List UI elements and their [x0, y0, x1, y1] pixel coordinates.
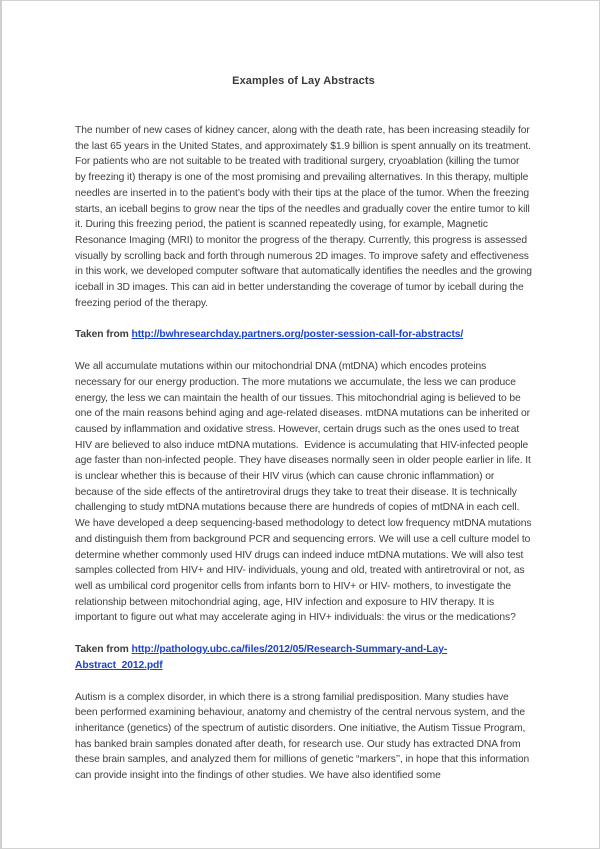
source-link-bwhresearchday[interactable]: http://bwhresearchday.partners.org/poster-session-call-for-abstracts/	[131, 329, 464, 341]
source-line-1	[75, 327, 532, 343]
taken-from-label-1: Taken from	[75, 329, 129, 341]
abstract-paragraph-kidney-cancer: The number of new cases of kidney cancer, along with the death rate, has been increasing steadily for the last 65 years in the United States, and approximately $1.9 billion is spent annually on its treatment. For patients who are not suitable to be treated with traditional surgery, cryoablation (killing the tumor by freezing it) therapy is one of the most promising and prevailing alternatives. In this therapy, multiple needles are inserted in to the patient’s body with their tips at the place of the tumor. When the freezing starts, an iceball begins to grow near the tips of the needles and gradually cover the entire tumor to kill it. During this freezing period, the patient is scanned repeatedly using, for example, Magnetic Resonance Imaging (MRI) to monitor the progress of the therapy. Currently, this progress is assessed visually by scrolling back and forth through numerous 2D images. To improve safety and effectiveness in this work, we developed computer software that automatically identifies the needles and the growing iceball in 3D images. This can aid in better understanding the coverage of tumor by iceball during the freezing period of the therapy.	[75, 125, 535, 309]
source-link-pathology-ubc[interactable]: http://pathology.ubc.ca/files/2012/05/Research-Summary-and-Lay-Abstract_2012.pdf	[75, 644, 448, 671]
taken-from-label-2: Taken from	[75, 644, 129, 656]
document-content	[75, 1, 535, 784]
source-line-2	[75, 642, 532, 673]
abstract-paragraph-autism: Autism is a complex disorder, in which there is a strong familial predisposition. Many studies have been performed examining behaviour, anatomy and chemistry of the central nervous system, and the inheritance (genetics) of the spectrum of autistic disorders. One initiative, the Autism Tissue Program, has banked brain samples donated after death, for research use. Our study has extracted DNA from these brain samples, and analyzed them for millions of genetic “markers’’, in hope that this information can provide insight into the findings of other studies. We have also identified some	[75, 691, 532, 782]
page-title: Examples of Lay Abstracts	[232, 75, 375, 87]
abstract-paragraph-mtdna-hiv: We all accumulate mutations within our mitochondrial DNA (mtDNA) which encodes proteins necessary for our energy production. The more mutations we accumulate, the less we can produce energy, the less we can maintain the health of our tissues. This mitochondrial aging is believed to be one of the main reasons behind aging and age-related diseases. mtDNA mutations can be inherited or caused by inflammation and oxidative stress. However, certain drugs such as the ones used to treat HIV are believed to also induce mtDNA mutations. Evidence is accumulating that HIV-infected people age faster than non-infected people. They have diseases normally seen in older people earlier in life. It is unclear whether this is because of their HIV virus (which can cause chronic inflammation) or because of the side effects of the antiretroviral drugs they take to treat their disease. It is technically challenging to study mtDNA mutations because there are hundreds of copies of mtDNA in each cell. We have developed a deep sequencing-based methodology to detect low frequency mtDNA mutations and distinguish them from background PCR and sequencing errors. We will use a cell culture model to determine whether commonly used HIV drugs can indeed induce mtDNA mutations. We will also test samples collected from HIV+ and HIV- individuals, young and old, treated with antiretroviral or not, as well as umbilical cord progenitor cells from infants born to HIV+ or HIV- mothers, to investigate the relationship between mitochondrial aging, age, HIV infection and exposure to HIV therapy. It is important to figure out what may accelerate aging in HIV+ individuals: the virus or the medications?	[75, 361, 535, 624]
